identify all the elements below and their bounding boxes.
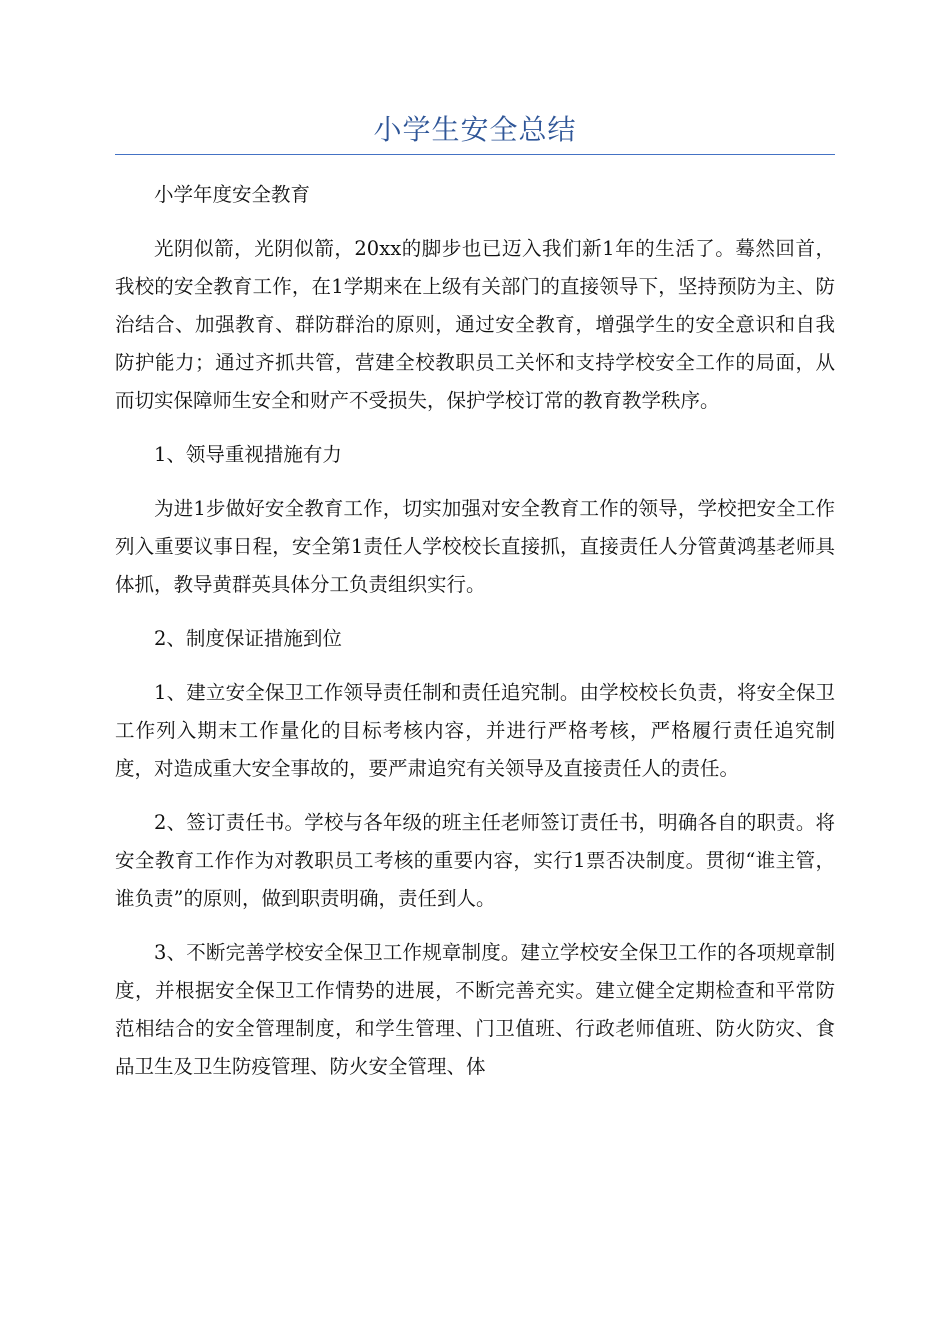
body-paragraph: 1、建立安全保卫工作领导责任制和责任追究制。由学校校长负责，将安全保卫工作列入期末工作量化的目标考核内容，并进行严格考核，严格履行责任追究制度，对造成重大安全事故的，要严肃追究有关领导及直接责任人的责任。	[115, 681, 835, 780]
section-heading: 2、制度保证措施到位	[154, 627, 342, 650]
section-heading: 1、领导重视措施有力	[154, 443, 342, 466]
body-paragraph: 为进1步做好安全教育工作，切实加强对安全教育工作的领导，学校把安全工作列入重要议事日程，安全第1责任人学校校长直接抓，直接责任人分管黄鸿基老师具体抓，教导黄群英具体分工负责组织实行。	[115, 497, 835, 596]
document-title: 小学生安全总结	[373, 113, 577, 146]
document-body	[115, 176, 835, 1102]
title-underline	[115, 154, 835, 155]
body-paragraph: 3、不断完善学校安全保卫工作规章制度。建立学校安全保卫工作的各项规章制度，并根据安全保卫工作情势的进展，不断完善充实。建立健全定期检查和平常防范相结合的安全管理制度，和学生管理、门卫值班、行政老师值班、防火防灾、食品卫生及卫生防疫管理、防火安全管理、体	[115, 941, 835, 1078]
body-paragraph: 2、签订责任书。学校与各年级的班主任老师签订责任书，明确各自的职责。将安全教育工作作为对教职员工考核的重要内容，实行1票否决制度。贯彻“谁主管，谁负责”的原则，做到职责明确，责任到人。	[115, 811, 835, 910]
section-heading: 小学年度安全教育	[154, 183, 311, 206]
body-paragraph: 光阴似箭，光阴似箭，20xx的脚步也已迈入我们新1年的生活了。蓦然回首，我校的安全教育工作，在1学期来在上级有关部门的直接领导下，坚持预防为主、防治结合、加强教育、群防群治的原则，通过安全教育，增强学生的安全意识和自我防护能力；通过齐抓共管，营建全校教职员工关怀和支持学校安全工作的局面，从而切实保障师生安全和财产不受损失，保护学校订常的教育教学秩序。	[115, 237, 835, 412]
